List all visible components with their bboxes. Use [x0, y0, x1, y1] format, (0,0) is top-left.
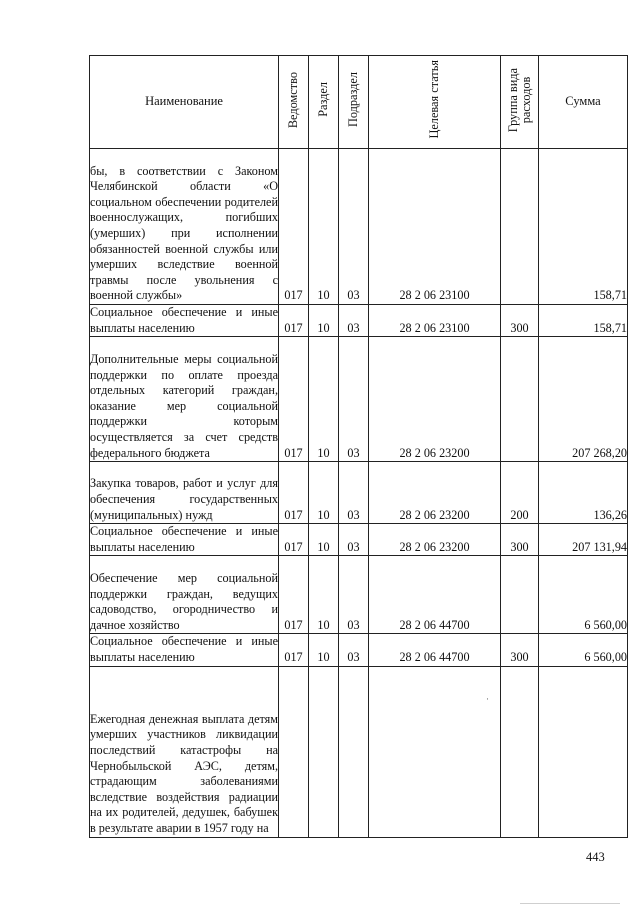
row-target-article-cell: 28 2 06 23100 [369, 149, 501, 305]
row-amount-cell: 158,71 [539, 149, 628, 305]
table-row [90, 337, 628, 462]
row-target-article-cell: 28 2 06 23200 [369, 337, 501, 462]
row-amount-cell: 136,26 [539, 462, 628, 524]
row-expense-group-cell: 300 [501, 524, 539, 556]
row-name-cell: Социальное обеспечение и иные выплаты населению [90, 634, 279, 666]
row-amount-cell: 6 560,00 [539, 556, 628, 634]
row-name-cell: Закупка товаров, работ и услуг для обеспечения государственных (муниципальных) нужд [90, 462, 279, 524]
column-header-subsection: Подраздел [339, 56, 369, 149]
row-name-cell: Обеспечение мер социальной поддержки граждан, ведущих садоводство, огородничество и дачное хозяйство [90, 556, 279, 634]
row-target-article-cell [369, 666, 501, 837]
table-row [90, 666, 628, 837]
row-subsection-cell: 03 [339, 462, 369, 524]
row-expense-group-cell [501, 149, 539, 305]
scan-mark: · [486, 694, 489, 704]
row-name-cell: бы, в соответствии с Законом Челябинской области «О социальном обеспечении родителей военнослужащих, погибших (умерших) при исполнении обязанностей военной службы или умерших вследствие военной травмы после увольнения с военной службы» [90, 149, 279, 305]
row-target-article-cell: 28 2 06 23200 [369, 462, 501, 524]
row-expense-group-cell: 300 [501, 305, 539, 337]
row-department-cell: 017 [279, 305, 309, 337]
table-row [90, 524, 628, 556]
row-amount-cell: 207 268,20 [539, 337, 628, 462]
row-subsection-cell: 03 [339, 634, 369, 666]
row-expense-group-cell: 200 [501, 462, 539, 524]
row-target-article-cell: 28 2 06 23200 [369, 524, 501, 556]
table-body [90, 149, 628, 838]
scan-edge-line [520, 903, 620, 904]
row-expense-group-cell [501, 337, 539, 462]
budget-table [89, 55, 628, 838]
column-header-department: Ведомство [279, 56, 309, 149]
row-amount-cell: 6 560,00 [539, 634, 628, 666]
column-header-section: Раздел [309, 56, 339, 149]
row-subsection-cell: 03 [339, 305, 369, 337]
column-header-expense-group: Группа вида расходов [501, 56, 539, 149]
row-expense-group-cell: 300 [501, 634, 539, 666]
row-subsection-cell: 03 [339, 337, 369, 462]
row-department-cell: 017 [279, 634, 309, 666]
row-subsection-cell: 03 [339, 556, 369, 634]
column-header-name: Наименование [90, 56, 279, 149]
row-section-cell: 10 [309, 556, 339, 634]
row-section-cell: 10 [309, 337, 339, 462]
table-row [90, 149, 628, 305]
row-name-cell: Социальное обеспечение и иные выплаты населению [90, 524, 279, 556]
table-row [90, 462, 628, 524]
row-amount-cell: 158,71 [539, 305, 628, 337]
row-amount-cell [539, 666, 628, 837]
row-department-cell: 017 [279, 149, 309, 305]
row-section-cell: 10 [309, 305, 339, 337]
row-section-cell: 10 [309, 524, 339, 556]
row-subsection-cell: 03 [339, 149, 369, 305]
column-header-amount: Сумма [539, 56, 628, 149]
row-subsection-cell: 03 [339, 524, 369, 556]
row-name-cell: Дополнительные меры социальной поддержки по оплате проезда отдельных категорий граждан, оказание мер социальной поддержки которым осуществляется за счет средств федерального бюджета [90, 337, 279, 462]
page-number: 443 [586, 850, 605, 864]
row-target-article-cell: 28 2 06 23100 [369, 305, 501, 337]
row-department-cell [279, 666, 309, 837]
row-target-article-cell: 28 2 06 44700 [369, 634, 501, 666]
row-department-cell: 017 [279, 556, 309, 634]
row-amount-cell: 207 131,94 [539, 524, 628, 556]
row-section-cell: 10 [309, 634, 339, 666]
row-department-cell: 017 [279, 337, 309, 462]
table-header-row [90, 56, 628, 149]
table-row [90, 556, 628, 634]
row-name-cell: Социальное обеспечение и иные выплаты населению [90, 305, 279, 337]
table-row [90, 305, 628, 337]
row-expense-group-cell [501, 666, 539, 837]
table-row [90, 634, 628, 666]
row-name-cell: Ежегодная денежная выплата детям умерших участников ликвидации последствий катастрофы на Чернобыльской АЭС, детям, страдающим заболеваниями вследствие воздействия радиации на их родителей, дедушек, бабушек в результате аварии в 1957 году на [90, 666, 279, 837]
row-section-cell: 10 [309, 462, 339, 524]
row-section-cell: 10 [309, 149, 339, 305]
row-subsection-cell [339, 666, 369, 837]
row-expense-group-cell [501, 556, 539, 634]
row-section-cell [309, 666, 339, 837]
row-target-article-cell: 28 2 06 44700 [369, 556, 501, 634]
row-department-cell: 017 [279, 462, 309, 524]
row-department-cell: 017 [279, 524, 309, 556]
column-header-target-article: Целевая статья [369, 56, 501, 149]
